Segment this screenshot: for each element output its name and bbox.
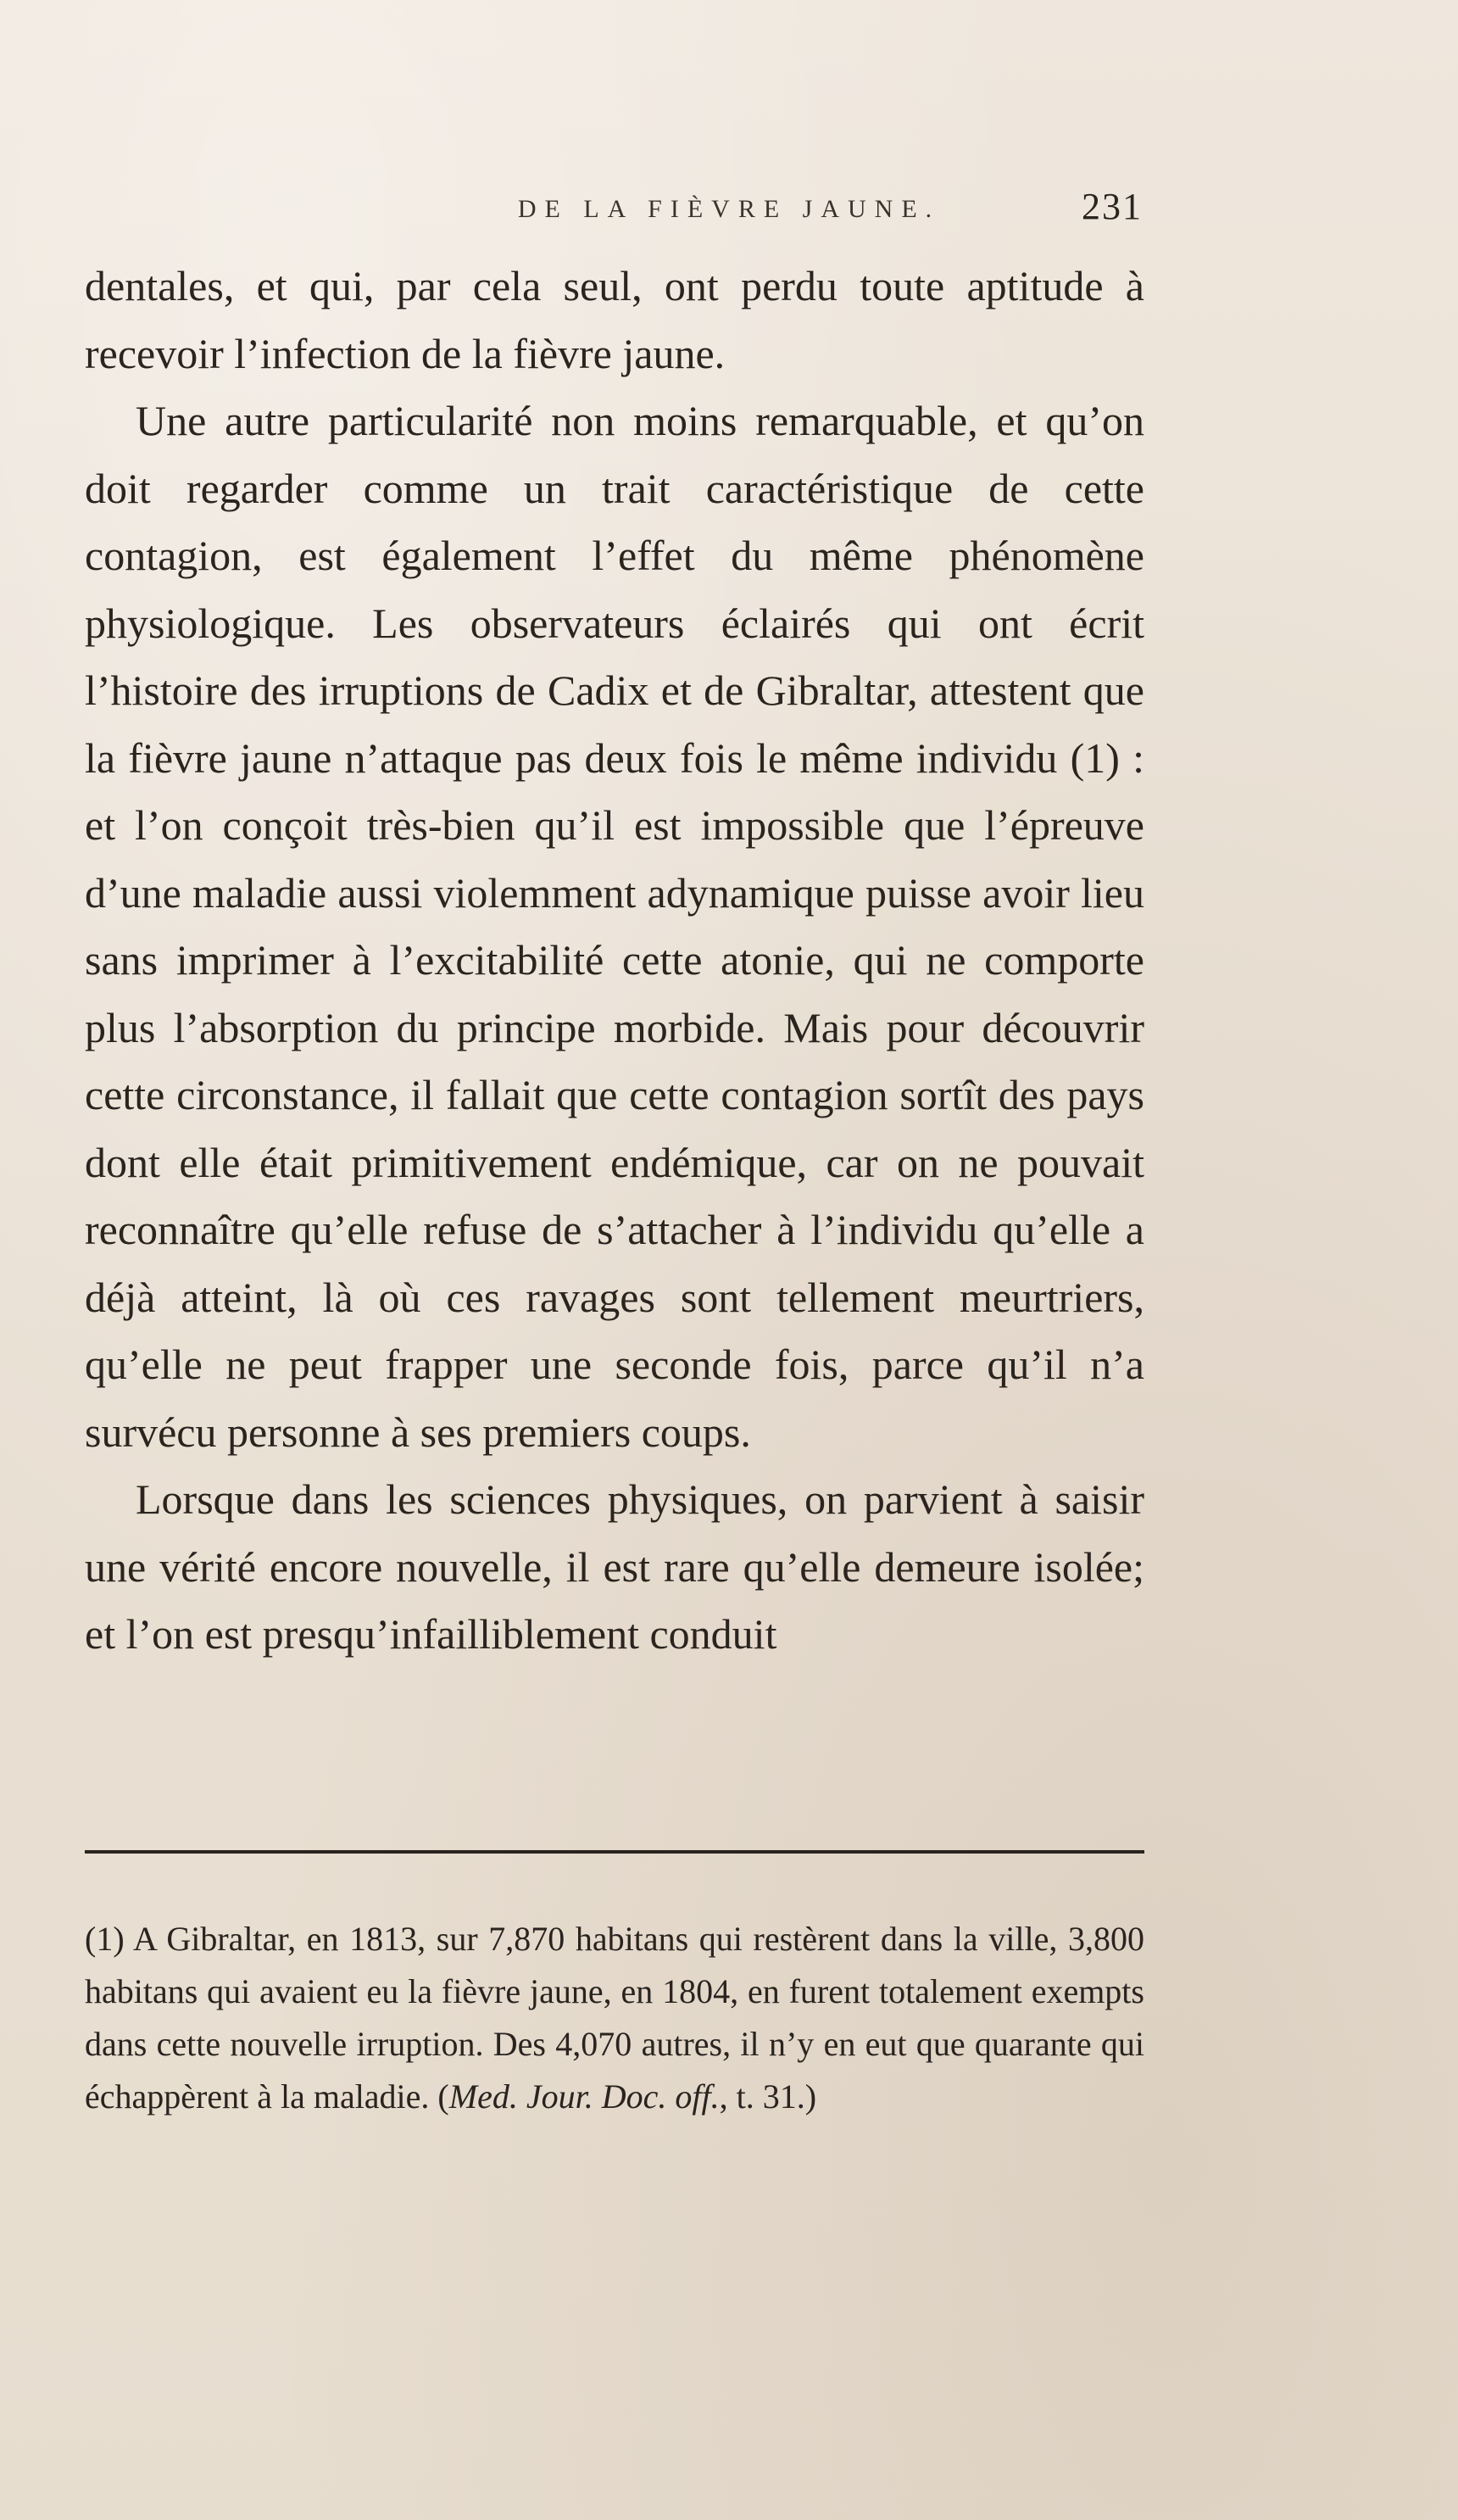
main-text <box>85 253 1144 1669</box>
running-head: DE LA FIÈVRE JAUNE. <box>517 195 941 223</box>
paragraph-2: Une autre particularité non moins remarquable, et qu’on doit regarder comme un trait caractéristique de cette contagion, est également l’effet du même phénomène physiologique. Les observateurs éclairés qui ont écrit l’histoire des irruptions de Cadix et de Gibraltar, attestent que la fièvre jaune n’attaque pas deux fois le même individu (1) : et l’on conçoit très-bien qu’il est impossible que l’épreuve d’une maladie aussi violemment adynamique puisse avoir lieu sans imprimer à l’excitabilité cette atonie, qui ne comporte plus l’absorption du principe morbide. Mais pour découvrir cette circonstance, il fallait que cette contagion sortît des pays dont elle était primitivement endémique, car on ne pouvait reconnaître qu’elle refuse de s’attacher à l’individu qu’elle a déjà atteint, là où ces ravages sont tellement meurtriers, qu’elle ne peut frapper une seconde fois, parce qu’il n’a survécu personne à ses premiers coups. <box>85 397 1144 1456</box>
footnote <box>85 1913 1144 2123</box>
footnote-end: , t. 31.) <box>719 2077 817 2116</box>
paragraph-3: Lorsque dans les sciences physiques, on parvient à saisir une vérité encore nouvelle, il est rare qu’elle demeure isolée; et l’on est presqu’infailliblement conduit <box>85 1475 1144 1658</box>
paragraph-1: dentales, et qui, par cela seul, ont perdu toute aptitude à recevoir l’infection de la fièvre jaune. <box>85 262 1144 377</box>
footnote-text: (1) A Gibraltar, en 1813, sur 7,870 habitans qui restèrent dans la ville, 3,800 habitans qui avaient eu la fièvre jaune, en 1804, en furent totalement exempts dans cette nouvelle irruption. Des 4,070 autres, il n’y en eut que quarante qui échappèrent à la maladie. ( <box>85 1920 1144 2116</box>
footnote-citation: Med. Jour. Doc. off. <box>448 2077 720 2116</box>
footnote-rule <box>85 1850 1144 1854</box>
page-header <box>0 180 1458 239</box>
page-number: 231 <box>1082 186 1143 227</box>
